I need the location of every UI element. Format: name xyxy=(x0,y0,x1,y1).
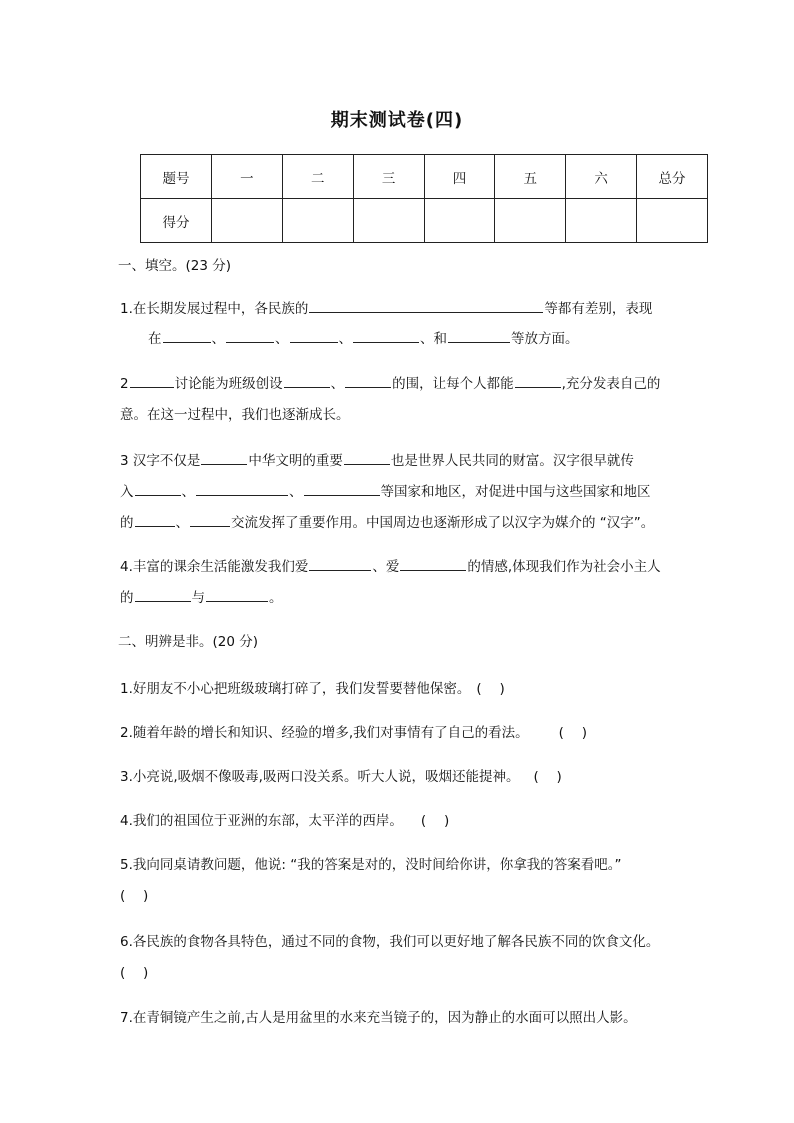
blank[interactable] xyxy=(130,373,174,388)
score-cell[interactable] xyxy=(424,199,495,243)
blank[interactable] xyxy=(515,373,561,388)
q4-line-2 xyxy=(120,586,283,606)
q2-text-a: 讨论能为班级创设 xyxy=(174,376,283,392)
q1-text-a: 1.在长期发展过程中，各民族的 xyxy=(120,301,309,317)
answer-parentheses[interactable]: ( ) xyxy=(533,769,562,785)
judge-item-text: 3.小亮说,吸烟不像吸毒,吸两口没关系。听大人说，吸烟还能提神。 xyxy=(120,769,520,785)
column-header: 六 xyxy=(566,155,637,199)
blank[interactable] xyxy=(163,328,211,343)
separator: 、 xyxy=(211,331,225,347)
blank[interactable] xyxy=(400,556,466,571)
q3-text-b: 中华文明的重要 xyxy=(248,453,343,469)
blank[interactable] xyxy=(201,450,247,465)
judge-item-4 xyxy=(120,809,449,829)
answer-parentheses[interactable]: ( ) xyxy=(476,681,505,697)
q1-line-1 xyxy=(120,297,652,317)
blank[interactable] xyxy=(309,556,371,571)
blank[interactable] xyxy=(135,587,191,602)
judge-item-3 xyxy=(120,765,562,785)
q4-line-1 xyxy=(120,555,661,575)
row-label-cell: 得分 xyxy=(141,199,212,243)
blank[interactable] xyxy=(290,328,338,343)
q2-text-c: ,充分发表自己的 xyxy=(561,376,661,392)
blank[interactable] xyxy=(190,512,230,527)
separator: 、 xyxy=(181,484,195,500)
q3-text-e: 等国家和地区，对促进中国与这些国家和地区 xyxy=(380,484,651,500)
section-2-heading: 二、明辨是非。(20 分) xyxy=(118,634,259,650)
score-cell[interactable] xyxy=(495,199,566,243)
column-header: 总分 xyxy=(637,155,708,199)
q4-text-a: 4.丰富的课余生活能激发我们爱 xyxy=(120,559,309,575)
judge-item-5 xyxy=(120,853,621,873)
section-1-heading: 一、填空。(23 分) xyxy=(118,258,232,274)
column-header: 四 xyxy=(424,155,495,199)
judge-item-text: 7.在青铜镜产生之前,古人是用盆里的水来充当镜子的，因为静止的水面可以照出人影。 xyxy=(120,1010,637,1026)
score-table-score-row xyxy=(141,199,708,243)
blank[interactable] xyxy=(135,512,175,527)
blank[interactable] xyxy=(304,481,380,496)
score-cell[interactable] xyxy=(353,199,424,243)
judge-item-text: 6.各民族的食物各具特色，通过不同的食物，我们可以更好地了解各民族不同的饮食文化。 xyxy=(120,934,660,950)
judge-item-6-paren xyxy=(120,961,148,981)
score-cell[interactable] xyxy=(637,199,708,243)
blank[interactable] xyxy=(196,481,288,496)
q3-line-3 xyxy=(120,511,654,531)
q3-text-c: 也是世界人民共同的财富。汉字很早就传 xyxy=(390,453,634,469)
q3-line-2 xyxy=(120,480,651,500)
q3-text-a: 3 汉字不仅是 xyxy=(120,453,201,469)
q1-text-b: 等都有差别，表现 xyxy=(544,301,653,317)
column-header: 二 xyxy=(282,155,353,199)
q1-text-c: 在 xyxy=(148,331,162,347)
answer-parentheses[interactable]: ( ) xyxy=(120,888,149,904)
separator: 、 xyxy=(289,484,303,500)
column-header: 三 xyxy=(353,155,424,199)
blank[interactable] xyxy=(344,450,390,465)
judge-item-2 xyxy=(120,721,587,741)
judge-item-text: 4.我们的祖国位于亚洲的东部，太平洋的西岸。 xyxy=(120,813,403,829)
separator: 、 xyxy=(275,331,289,347)
blank[interactable] xyxy=(135,481,181,496)
answer-parentheses[interactable]: ( ) xyxy=(558,725,587,741)
separator: 、爱 xyxy=(372,559,400,575)
page-title: 期末测试卷(四) xyxy=(330,110,464,131)
score-cell[interactable] xyxy=(212,199,283,243)
judge-item-5-paren xyxy=(120,884,148,904)
q3-text-f: 的 xyxy=(120,515,134,531)
q4-text-d: 与 xyxy=(191,590,205,606)
judge-item-text: 2.随着年龄的增长和知识、经验的增多,我们对事情有了自己的看法。 xyxy=(120,725,529,741)
q4-text-e: 。 xyxy=(269,590,283,606)
q2-number: 2 xyxy=(120,376,129,392)
judge-item-7 xyxy=(120,1006,637,1026)
q2-line-2: 意。在这一过程中，我们也逐渐成长。 xyxy=(120,407,350,423)
column-header: 一 xyxy=(212,155,283,199)
q2-line-1 xyxy=(120,372,660,392)
separator: 、 xyxy=(338,331,352,347)
q3-line-1 xyxy=(120,449,634,469)
answer-parentheses[interactable]: ( ) xyxy=(420,813,450,829)
q3-text-d: 入 xyxy=(120,484,134,500)
separator: 、和 xyxy=(420,331,447,347)
column-header: 五 xyxy=(495,155,566,199)
header-label-cell: 题号 xyxy=(141,155,212,199)
score-table xyxy=(140,154,708,243)
separator: 、 xyxy=(330,376,345,392)
judge-item-text: 1.好朋友不小心把班级玻璃打碎了，我们发誓要替他保密。 xyxy=(120,681,471,697)
separator: 、 xyxy=(175,515,189,531)
judge-item-6 xyxy=(120,930,659,950)
answer-parentheses[interactable]: ( ) xyxy=(120,965,149,981)
blank[interactable] xyxy=(448,328,510,343)
q3-text-g: 交流发挥了重要作用。中国周边也逐渐形成了以汉字为媒介的 “汉字”。 xyxy=(231,515,655,531)
score-cell[interactable] xyxy=(282,199,353,243)
blank[interactable] xyxy=(353,328,419,343)
blank[interactable] xyxy=(226,328,274,343)
blank[interactable] xyxy=(206,587,268,602)
judge-item-1 xyxy=(120,677,505,697)
blank[interactable] xyxy=(345,373,391,388)
blank[interactable] xyxy=(309,298,543,313)
q4-text-b: 的情感,体现我们作为社会小主人 xyxy=(467,559,661,575)
score-cell[interactable] xyxy=(566,199,637,243)
q2-text-b: 的围，让每个人都能 xyxy=(392,376,514,392)
q4-text-c: 的 xyxy=(120,590,134,606)
score-table-header-row xyxy=(141,155,708,199)
q1-text-d: 等放方面。 xyxy=(511,331,579,347)
blank[interactable] xyxy=(284,373,330,388)
q1-line-2 xyxy=(148,327,579,347)
judge-item-text: 5.我向同桌请教问题，他说: “我的答案是对的，没时间给你讲，你拿我的答案看吧。” xyxy=(120,857,622,873)
